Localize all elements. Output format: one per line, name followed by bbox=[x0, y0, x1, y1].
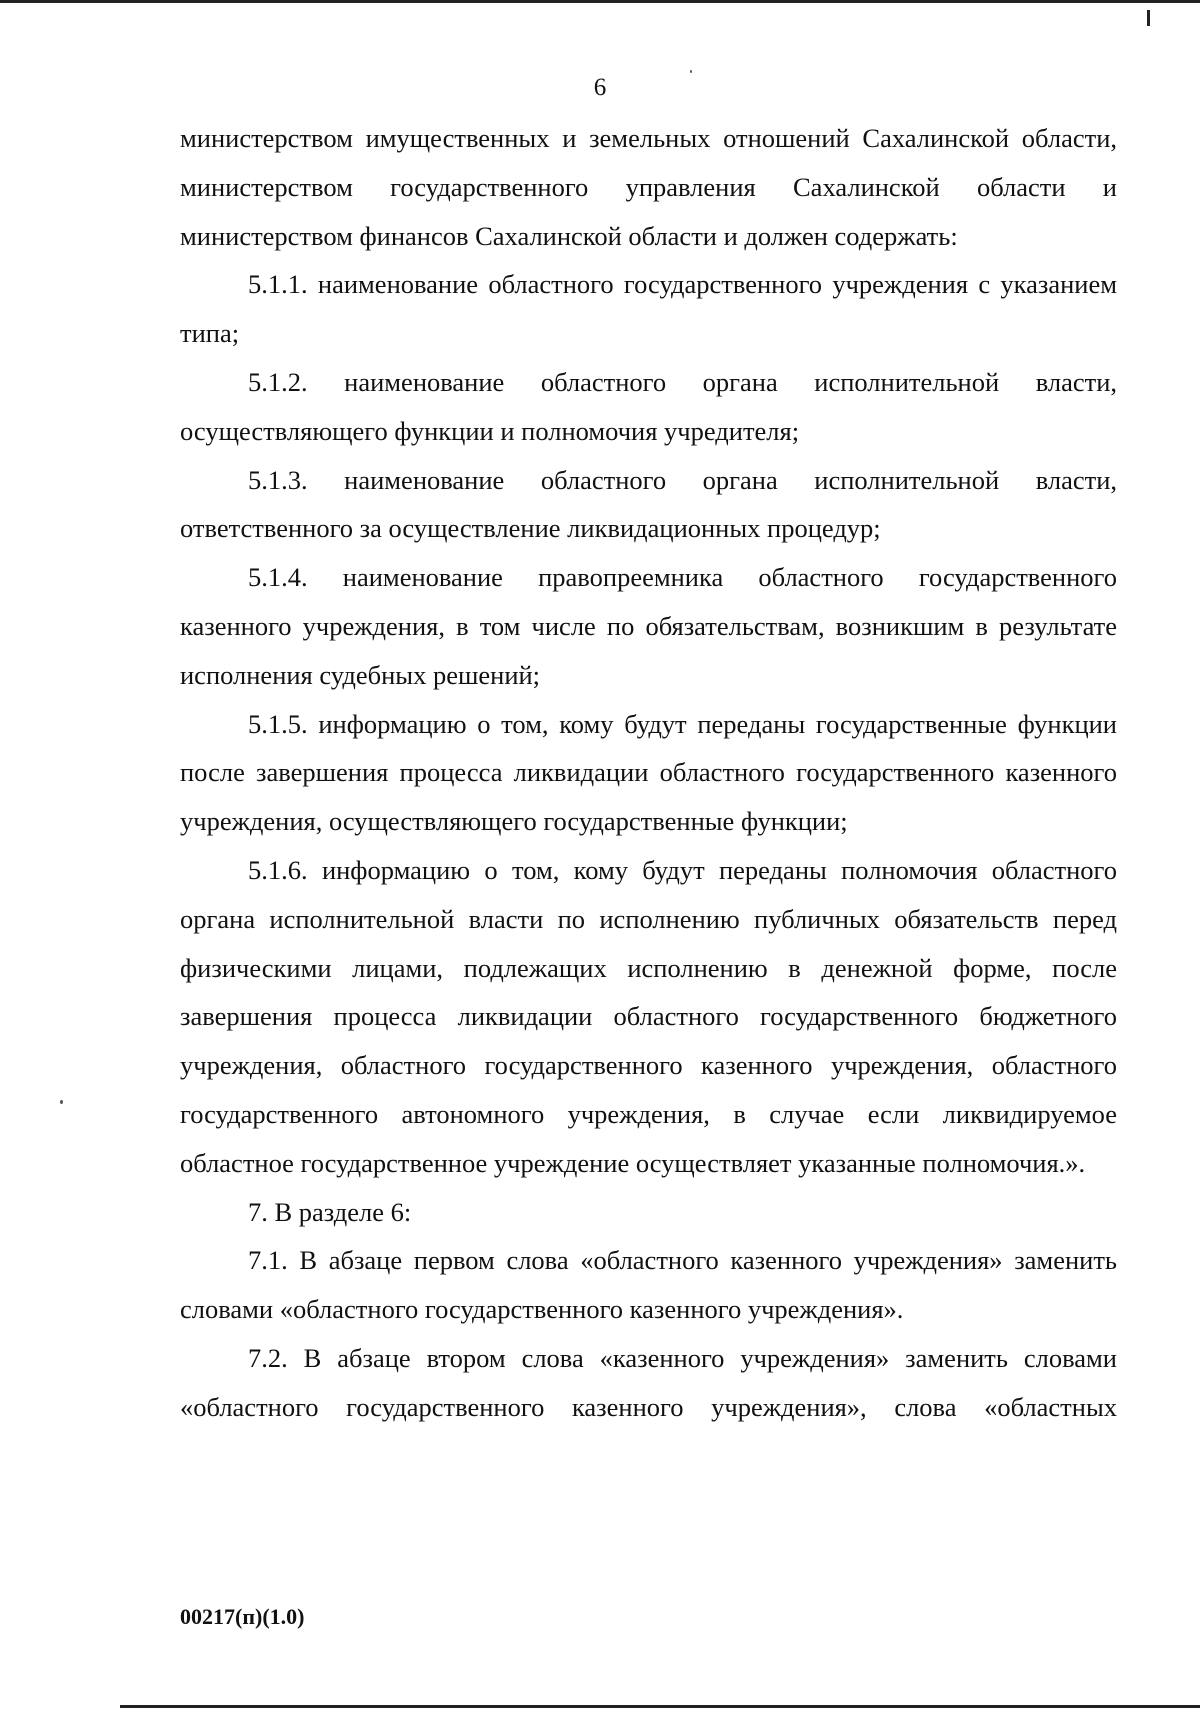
document-code: 00217(п)(1.0) bbox=[180, 1604, 305, 1629]
paragraph-5-1-5: 5.1.5. информацию о том, кому будут переданы государственные функции после завершения процесса ликвидации областного государственного казенного учреждения, осуществляющего государственные функции; bbox=[180, 708, 1117, 837]
paragraph-5-1-6: 5.1.6. информацию о том, кому будут переданы полномочия областного органа исполнительной власти по исполнению публичных обязательств перед физическими лицами, подлежащих исполнению в денежной форме, после завершения процесса ликвидации областного государственного бюджетного учреждения, областного государственного казенного учреждения, областного государственного автономного учреждения, в случае если ликвидируемое областное государственное учреждение осуществляет указанные полномочия.». bbox=[180, 854, 1117, 1178]
paragraph-5-1-4: 5.1.4. наименование правопреемника областного государственного казенного учреждения, в том числе по обязательствам, возникшим в результате исполнения судебных решений; bbox=[180, 562, 1117, 690]
paragraph-5-1-1: 5.1.1. наименование областного государственного учреждения с указанием типа; bbox=[180, 269, 1117, 349]
paragraph-5-1-2: 5.1.2. наименование областного органа исполнительной власти, осуществляющего функции и полномочия учредителя; bbox=[180, 366, 1117, 446]
paragraph-5-1-3: 5.1.3. наименование областного органа исполнительной власти, ответственного за осуществление ликвидационных процедур; bbox=[180, 464, 1117, 544]
paragraph-7-2: 7.2. В абзаце втором слова «казенного учреждения» заменить словами «областного государственного казенного учреждения», слова «областных bbox=[180, 1342, 1117, 1422]
paragraph-7: 7. В разделе 6: bbox=[248, 1196, 412, 1227]
paragraph-7-1: 7.1. В абзаце первом слова «областного казенного учреждения» заменить словами «областного государственного казенного учреждения». bbox=[180, 1245, 1117, 1325]
scan-bottom-border bbox=[120, 1705, 1200, 1708]
scan-corner-mark bbox=[1147, 10, 1150, 26]
paragraph-intro: министерством имущественных и земельных отношений Сахалинской области, министерством государственного управления Сахалинской области и министерством финансов Сахалинской области и должен содержать: bbox=[180, 123, 1117, 251]
scan-top-border bbox=[0, 0, 1200, 3]
page-number: 6 bbox=[593, 74, 607, 101]
document-body bbox=[180, 114, 1117, 1432]
scan-speck bbox=[690, 70, 692, 73]
scan-speck bbox=[60, 1100, 63, 1104]
